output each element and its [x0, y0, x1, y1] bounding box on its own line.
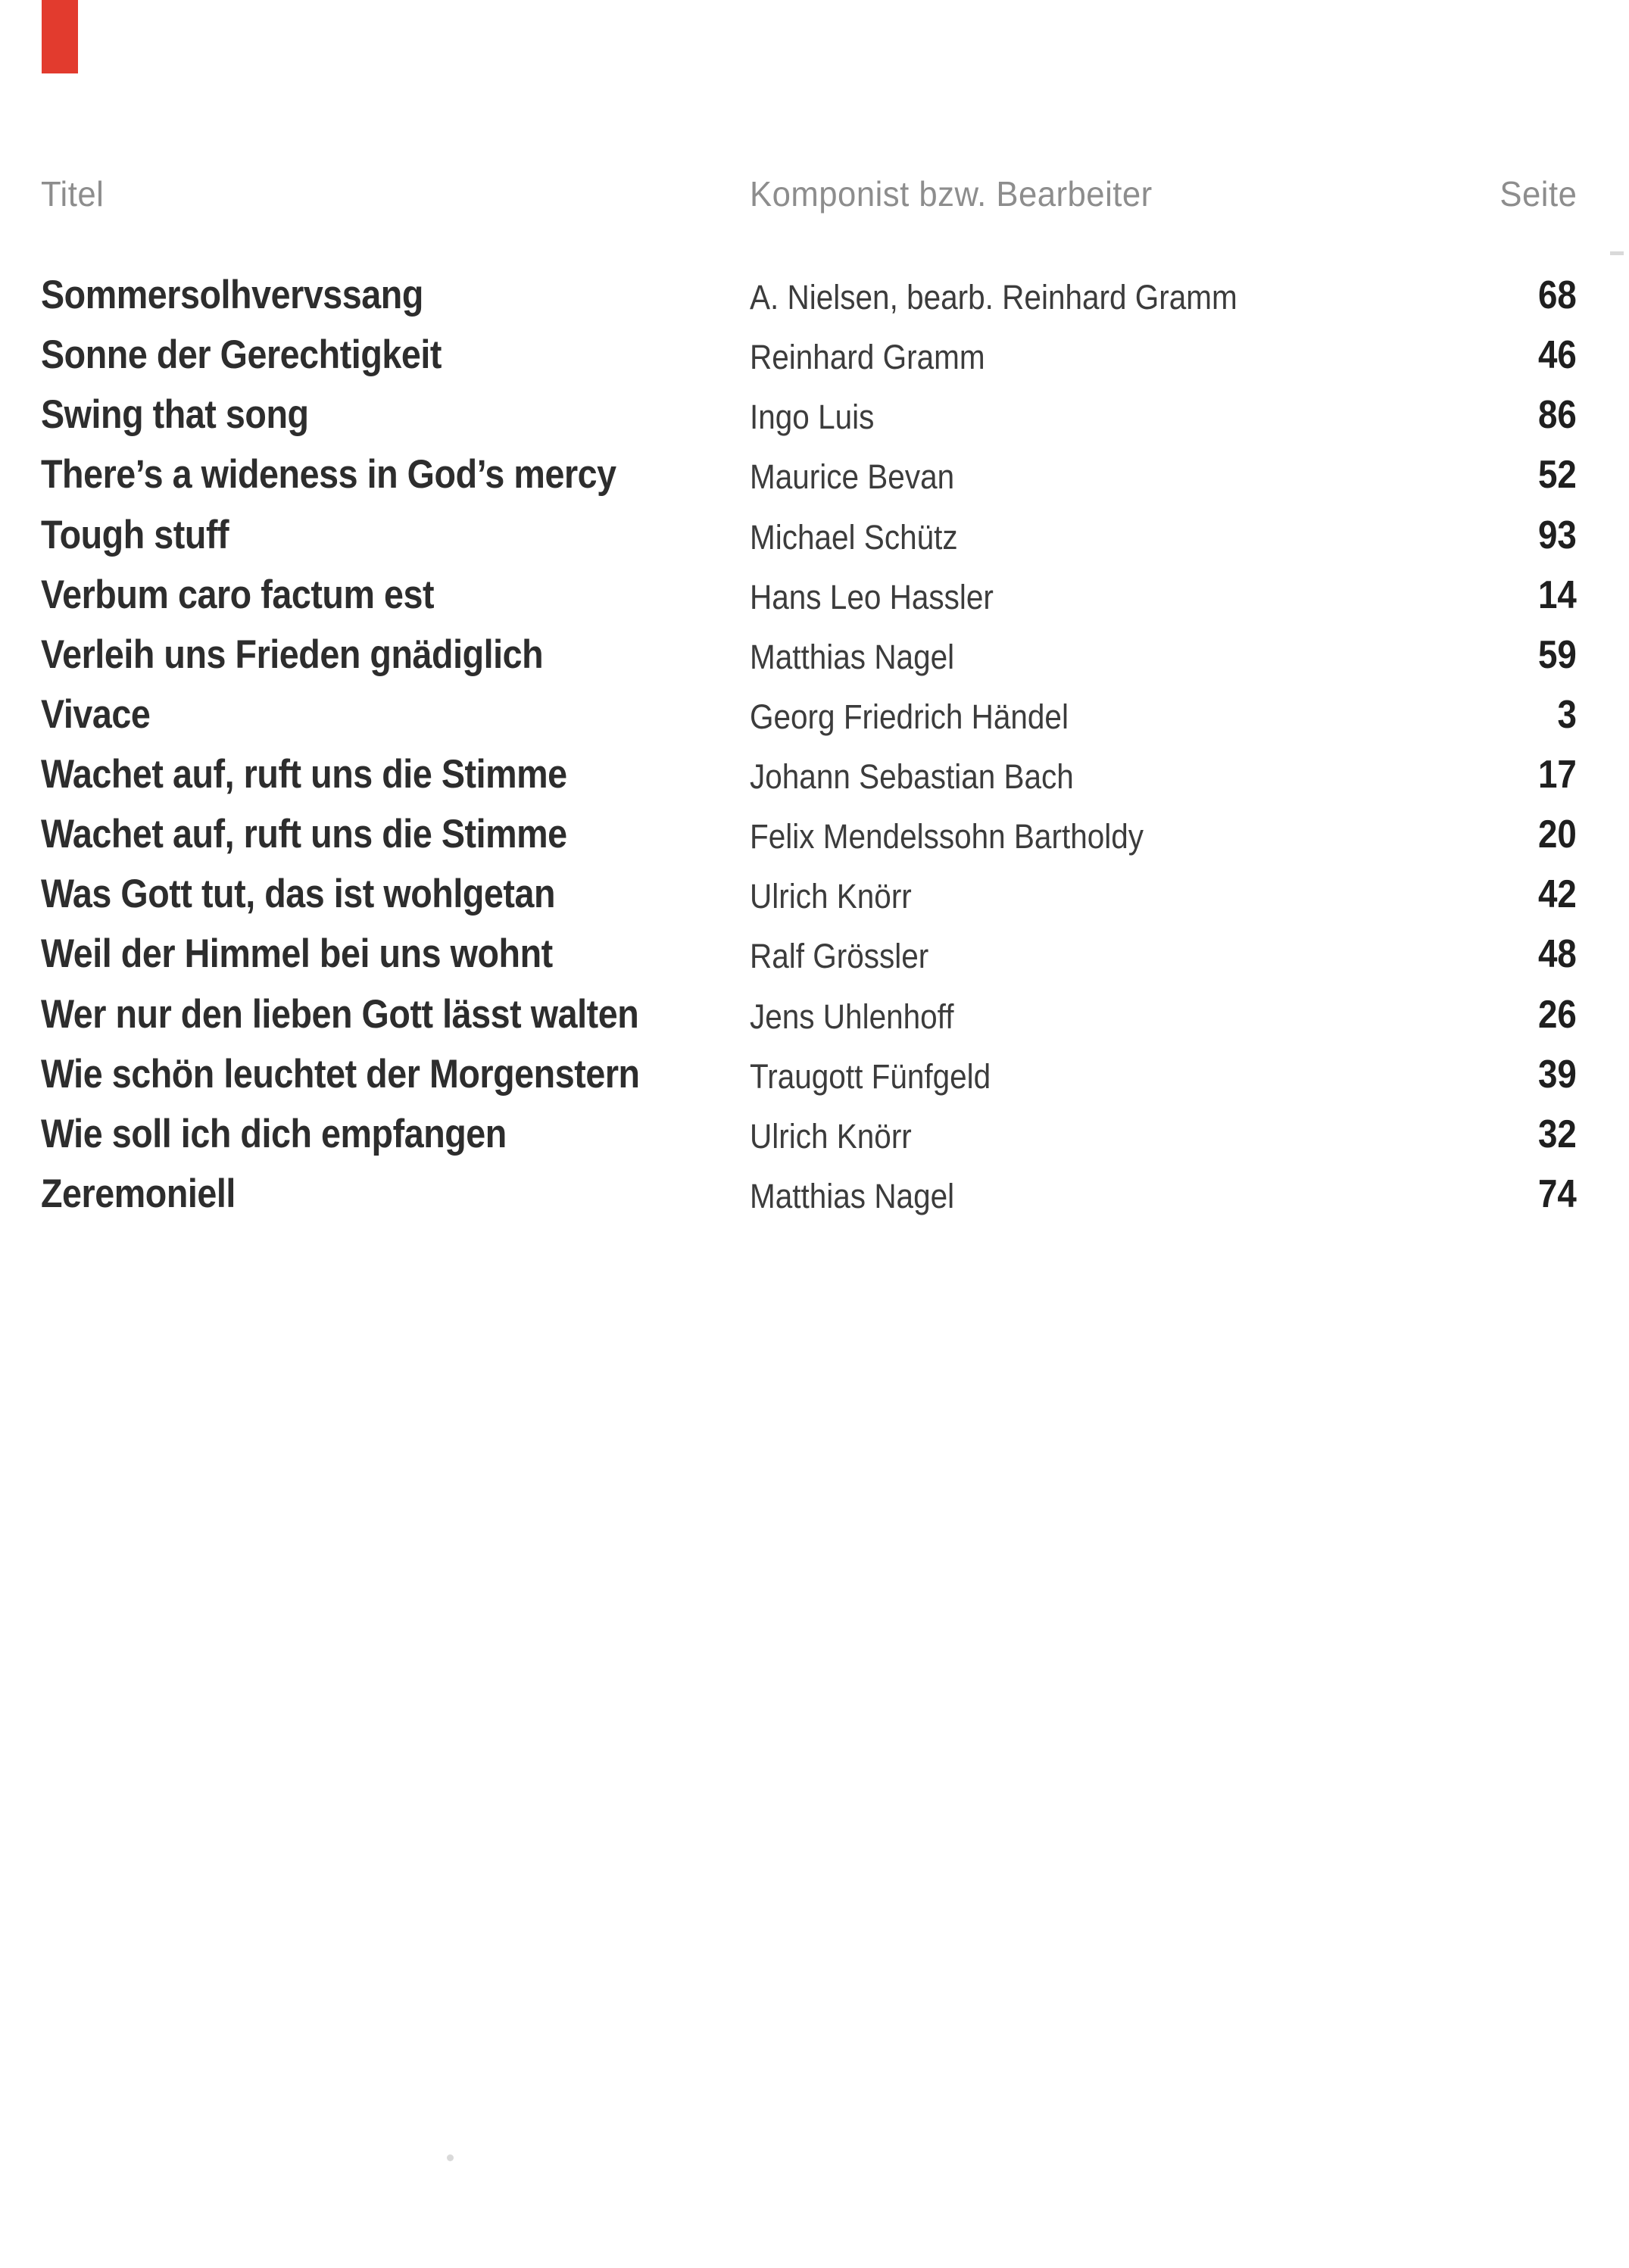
page-number: 20 — [1538, 813, 1577, 857]
piece-title: Wer nur den lieben Gott lässt walten — [41, 991, 639, 1037]
toc-row — [41, 445, 1577, 505]
piece-title: Sommersolhvervssang — [41, 273, 423, 317]
piece-title: Sonne der Gerechtigkeit — [41, 332, 442, 378]
piece-title: Verbum caro factum est — [41, 572, 435, 617]
toc-row — [41, 924, 1577, 984]
page-number: 17 — [1538, 753, 1577, 797]
composer-name: Traugott Fünfgeld — [750, 1056, 991, 1096]
piece-title: Swing that song — [41, 392, 309, 438]
page-number: 59 — [1538, 632, 1577, 677]
page-number: 32 — [1538, 1112, 1577, 1156]
scan-speck — [1610, 251, 1624, 255]
piece-title: Was Gott tut, das ist wohlgetan — [41, 872, 556, 917]
piece-title: Wie soll ich dich empfangen — [41, 1111, 507, 1156]
table-header-row — [41, 164, 1577, 224]
page-number: 14 — [1538, 572, 1577, 617]
page-number: 74 — [1538, 1171, 1577, 1216]
composer-name: Georg Friedrich Händel — [750, 697, 1069, 736]
page-number: 26 — [1538, 992, 1577, 1037]
toc-row — [41, 1104, 1577, 1165]
toc-row — [41, 744, 1577, 805]
composer-name: Jens Uhlenhoff — [750, 997, 954, 1036]
toc-row — [41, 1164, 1577, 1224]
toc-row — [41, 1044, 1577, 1105]
column-header-titel: Titel — [41, 174, 105, 214]
piece-title: Wachet auf, ruft uns die Stimme — [41, 812, 567, 857]
composer-name: Felix Mendelssohn Bartholdy — [750, 817, 1144, 856]
toc-row — [41, 864, 1577, 925]
page-number: 48 — [1538, 932, 1577, 977]
toc-row — [41, 265, 1577, 326]
page-number: 46 — [1538, 333, 1577, 378]
piece-title: Tough stuff — [41, 512, 229, 557]
column-header-komponist: Komponist bzw. Bearbeiter — [750, 174, 1153, 214]
page-number: 42 — [1538, 872, 1577, 917]
toc-row — [41, 325, 1577, 385]
page-number: 86 — [1538, 393, 1577, 438]
composer-name: A. Nielsen, bearb. Reinhard Gramm — [750, 278, 1237, 317]
piece-title: Wachet auf, ruft uns die Stimme — [41, 752, 567, 797]
composer-name: Ingo Luis — [750, 398, 875, 437]
toc-row — [41, 685, 1577, 745]
page-number: 3 — [1557, 692, 1577, 737]
toc-row — [41, 625, 1577, 685]
page-number: 93 — [1538, 513, 1577, 557]
toc-row — [41, 505, 1577, 566]
composer-name: Matthias Nagel — [750, 637, 955, 676]
piece-title: Wie schön leuchtet der Morgenstern — [41, 1051, 640, 1097]
page-number: 68 — [1538, 273, 1577, 317]
toc-row — [41, 565, 1577, 625]
composer-name: Johann Sebastian Bach — [750, 757, 1074, 797]
page-number: 52 — [1538, 453, 1577, 498]
piece-title: Verleih uns Frieden gnädiglich — [41, 632, 544, 677]
toc-row — [41, 385, 1577, 445]
composer-name: Ulrich Knörr — [750, 877, 912, 916]
piece-title: Vivace — [41, 691, 151, 737]
piece-title: Weil der Himmel bei uns wohnt — [41, 931, 553, 977]
composer-name: Maurice Bevan — [750, 457, 955, 497]
composer-name: Matthias Nagel — [750, 1176, 955, 1215]
composer-name: Hans Leo Hassler — [750, 577, 994, 616]
scan-red-marker — [42, 0, 78, 73]
column-header-seite: Seite — [1499, 174, 1577, 214]
toc-row — [41, 804, 1577, 865]
piece-title: There’s a wideness in God’s mercy — [41, 452, 616, 498]
composer-name: Ulrich Knörr — [750, 1116, 912, 1156]
toc-row — [41, 984, 1577, 1045]
composer-name: Reinhard Gramm — [750, 338, 985, 377]
composer-name: Ralf Grössler — [750, 937, 929, 976]
scan-speck — [447, 2154, 454, 2161]
page-number: 39 — [1538, 1052, 1577, 1097]
piece-title: Zeremoniell — [41, 1171, 236, 1216]
composer-name: Michael Schütz — [750, 517, 958, 557]
